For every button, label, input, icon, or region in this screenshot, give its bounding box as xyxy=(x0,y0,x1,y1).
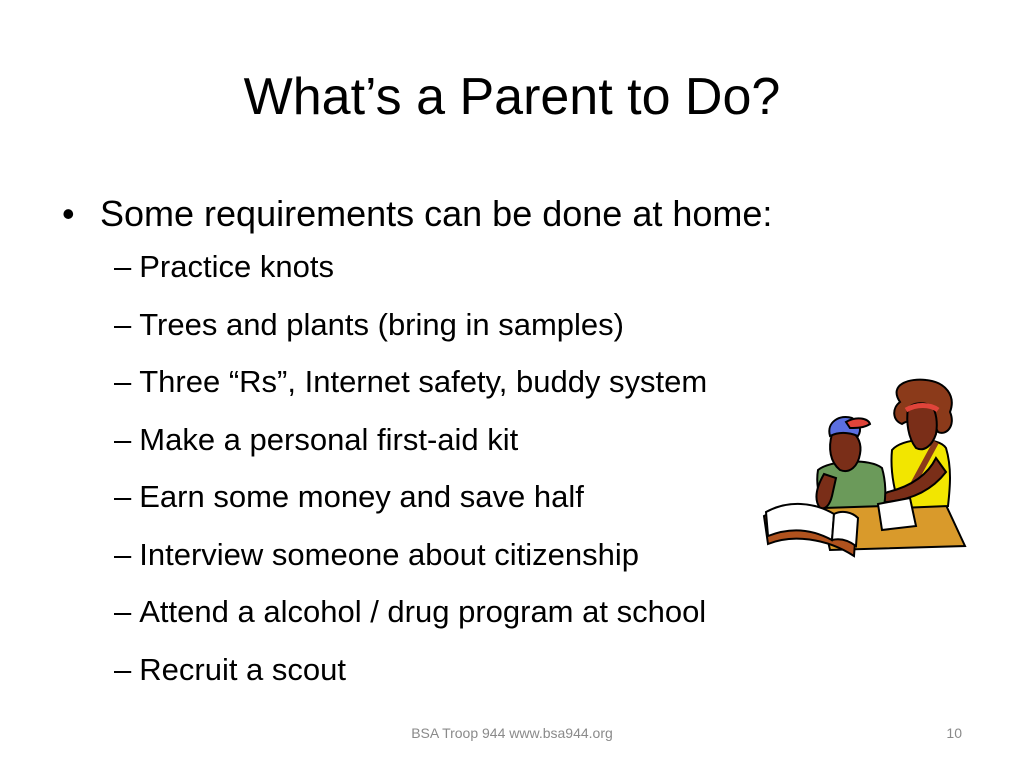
students-studying-clipart xyxy=(760,378,968,564)
dash-marker: – xyxy=(114,651,132,687)
dash-marker: – xyxy=(114,421,132,457)
sub-bullet-item xyxy=(114,535,707,593)
sub-bullet-text: Three “Rs”, Internet safety, buddy system xyxy=(139,364,708,399)
sub-bullet-item xyxy=(114,362,707,420)
paper xyxy=(878,498,916,530)
left-student-cap-brim xyxy=(846,418,870,428)
sub-bullet-item xyxy=(114,477,707,535)
dash-marker: – xyxy=(114,479,132,514)
dash-marker: – xyxy=(114,306,132,342)
sub-bullet-text: Earn some money and save half xyxy=(139,479,584,514)
right-student-face xyxy=(907,403,937,449)
slide-title: What’s a Parent to Do? xyxy=(243,68,781,126)
main-bullet-text: Some requirements can be done at home: xyxy=(100,193,773,234)
sub-bullet-item xyxy=(114,247,707,305)
sub-bullet-text: Recruit a scout xyxy=(139,651,347,687)
bullet-marker: • xyxy=(62,193,75,234)
sub-bullet-text: Practice knots xyxy=(139,249,334,284)
dash-marker: – xyxy=(114,594,132,629)
dash-marker: – xyxy=(114,249,132,284)
main-bullet xyxy=(62,190,772,238)
sub-bullet-text: Make a personal first-aid kit xyxy=(139,421,519,457)
page-number: 10 xyxy=(946,725,962,741)
sub-bullet-item xyxy=(114,592,707,650)
dash-marker: – xyxy=(114,364,132,399)
sub-bullet-list xyxy=(114,247,707,707)
sub-bullet-item xyxy=(114,650,707,708)
sub-bullet-text: Interview someone about citizenship xyxy=(139,536,639,572)
dash-marker: – xyxy=(114,536,132,572)
sub-bullet-item xyxy=(114,420,707,478)
sub-bullet-item xyxy=(114,305,707,363)
slide-footer: BSA Troop 944 www.bsa944.org xyxy=(411,725,613,741)
sub-bullet-text: Trees and plants (bring in samples) xyxy=(139,306,624,342)
sub-bullet-text: Attend a alcohol / drug program at school xyxy=(139,594,707,629)
